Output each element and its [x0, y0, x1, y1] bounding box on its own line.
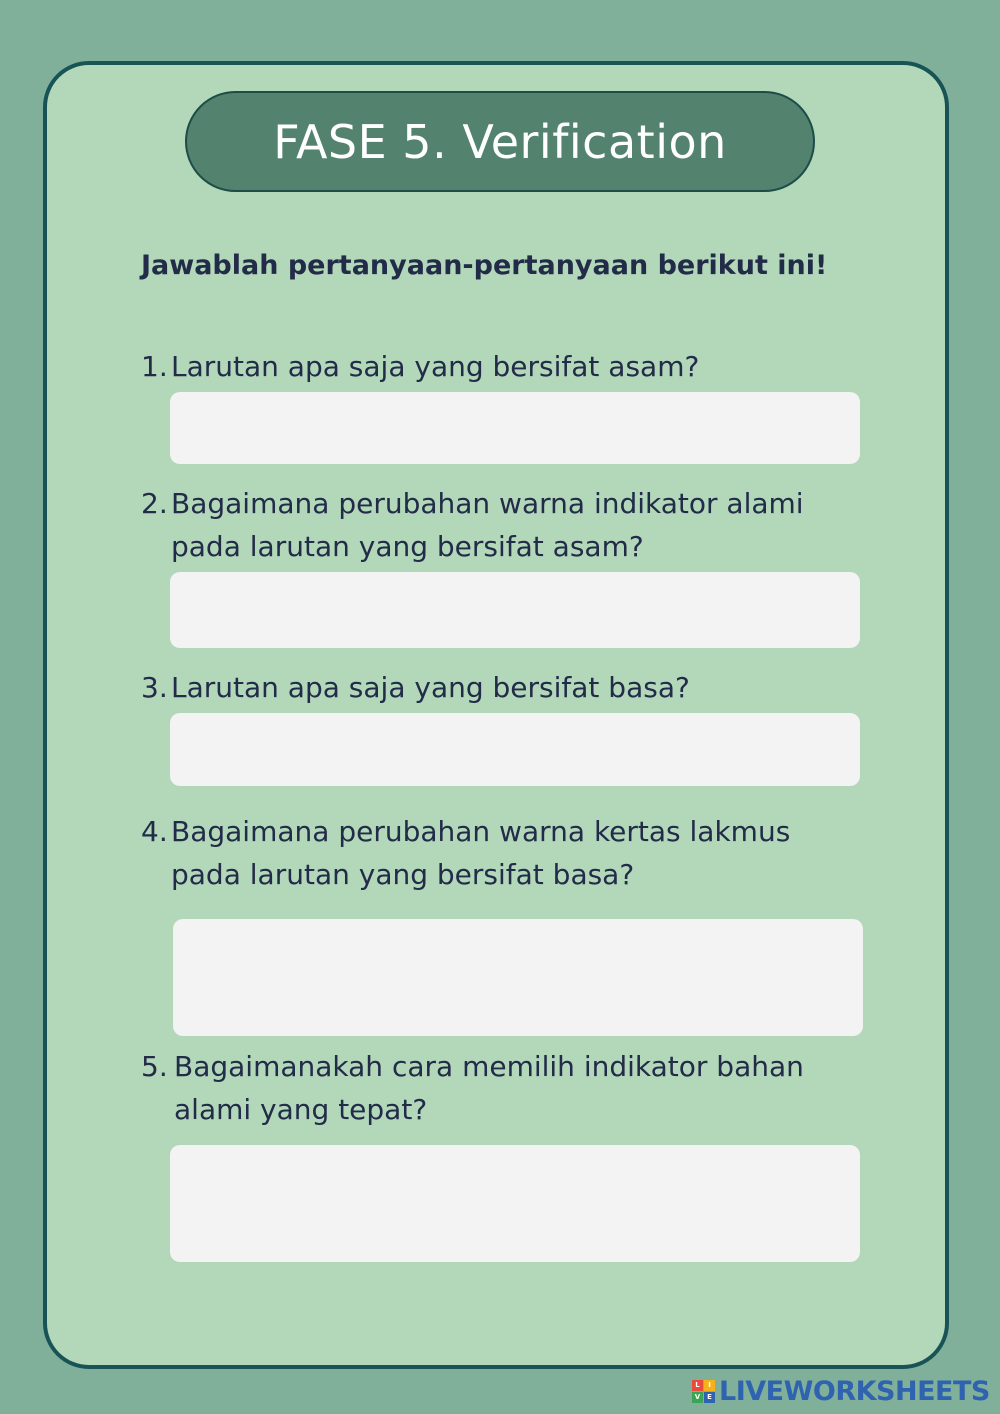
- brand-name: LIVEWORKSHEETS: [719, 1376, 990, 1407]
- logo-letter-i: I: [704, 1380, 715, 1391]
- question-5-line-2: alami yang tepat?: [174, 1093, 428, 1126]
- question-4-text: [171, 810, 790, 896]
- question-4-line-1: Bagaimana perubahan warna kertas lakmus: [171, 815, 791, 848]
- question-1-line-1: Larutan apa saja yang bersifat asam?: [171, 350, 700, 383]
- liveworksheets-brand: [692, 1376, 990, 1407]
- answer-4-input[interactable]: [173, 919, 863, 1036]
- question-5-text: [174, 1045, 804, 1131]
- logo-letter-v: V: [692, 1392, 703, 1403]
- question-4-line-2: pada larutan yang bersifat basa?: [171, 858, 635, 891]
- question-3-text: [171, 666, 690, 709]
- phase-title: FASE 5. Verification: [185, 91, 815, 192]
- answer-5-input[interactable]: [170, 1145, 860, 1262]
- question-2-number: 2.: [141, 487, 168, 520]
- question-2-line-1: Bagaimana perubahan warna indikator alami: [171, 487, 804, 520]
- answer-2-input[interactable]: [170, 572, 860, 648]
- question-1-number: 1.: [141, 350, 168, 383]
- question-3-number: 3.: [141, 671, 168, 704]
- question-4-number: 4.: [141, 815, 168, 848]
- answer-3-input[interactable]: [170, 713, 860, 786]
- question-2-text: [171, 482, 804, 568]
- question-2-line-2: pada larutan yang bersifat asam?: [171, 530, 644, 563]
- liveworksheets-logo-icon: [692, 1380, 715, 1403]
- question-1-text: [171, 345, 699, 388]
- question-5-line-1: Bagaimanakah cara memilih indikator bahan: [174, 1050, 804, 1083]
- instruction-text: Jawablah pertanyaan-pertanyaan berikut ini!: [141, 250, 828, 281]
- answer-1-input[interactable]: [170, 392, 860, 464]
- logo-letter-e: E: [704, 1392, 715, 1403]
- question-3-line-1: Larutan apa saja yang bersifat basa?: [171, 671, 690, 704]
- question-5-number: 5.: [141, 1050, 168, 1083]
- logo-letter-l: L: [692, 1380, 703, 1391]
